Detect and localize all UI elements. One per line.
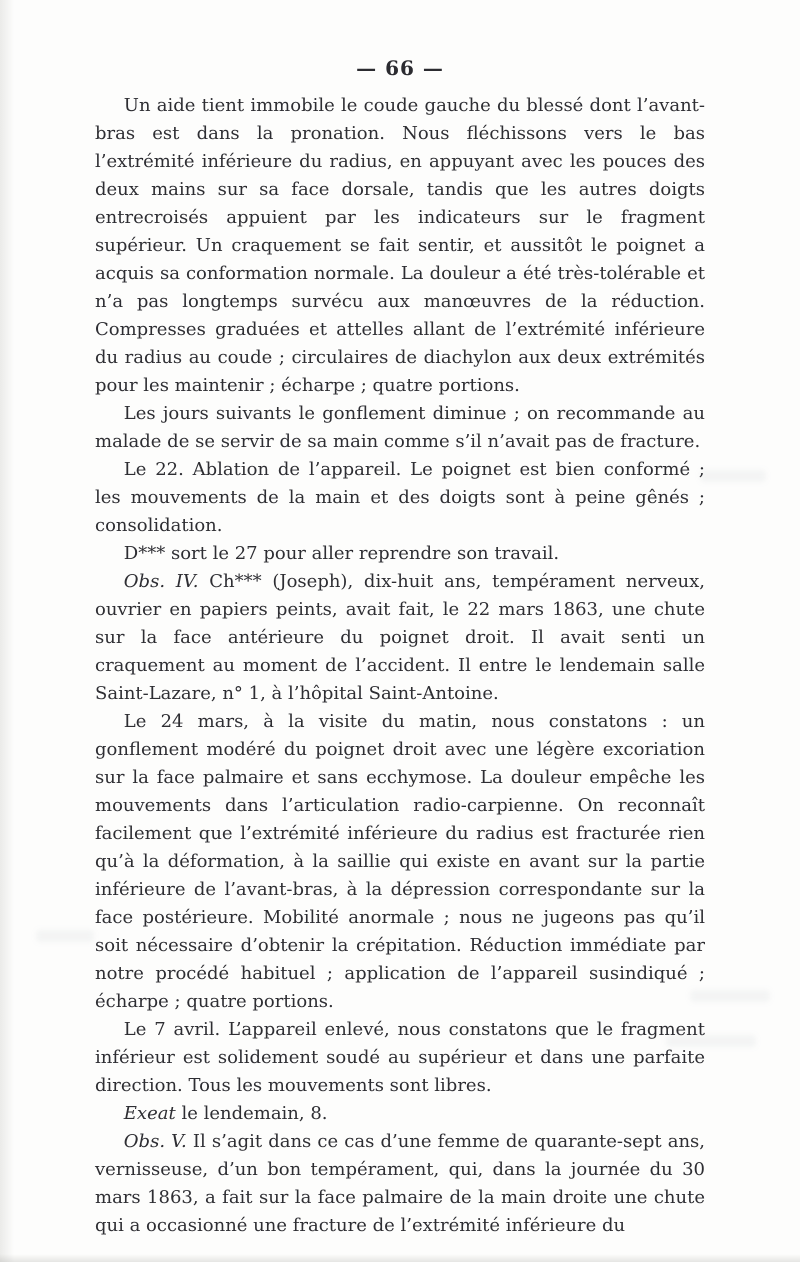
paragraph-9-lead: Obs. V. — [123, 1131, 187, 1152]
paragraph-9-obs-v — [95, 1128, 705, 1240]
paragraph-3-text: Le 22. Ablation de l’appareil. Le poignet est bien conformé ; les mouvements de la main et des doigts sont à peine gênés ; consolidation. — [95, 459, 705, 536]
paragraph-7 — [95, 1016, 705, 1100]
scan-artifact — [36, 930, 94, 942]
paragraph-4-text: D*** sort le 27 pour aller reprendre son travail. — [123, 543, 560, 564]
paragraph-6-text: Le 24 mars, à la visite du matin, nous constatons : un gonflement modéré du poignet droit avec une légère excoriation sur la face palmaire et sans ecchymose. La douleur empêche les mouvements dans l’articulation radio-carpienne. On reconnaît facilement que l’extrémité inférieure du radius est fracturée rien qu’à la déformation, à la saillie qui existe en avant sur la partie inférieure de l’avant-bras, à la dépression correspondante sur la face postérieure. Mobilité anormale ; nous ne jugeons pas qu’il soit nécessaire d’obtenir la crépitation. Réduction immédiate par notre procédé habituel ; application de l’appareil susindiqué ; écharpe ; quatre portions. — [95, 711, 705, 1012]
paragraph-2-text: Les jours suivants le gonflement diminue ; on recommande au malade de se servir de sa main comme s’il n’avait pas de fracture. — [95, 403, 705, 452]
paragraph-1 — [95, 92, 705, 400]
paragraph-5-obs-iv — [95, 568, 705, 708]
paragraph-7-text: Le 7 avril. L’appareil enlevé, nous constatons que le fragment inférieur est solidement soudé au supérieur et dans une parfaite direction. Tous les mouvements sont libres. — [95, 1019, 705, 1096]
paragraph-1-text: Un aide tient immobile le coude gauche du blessé dont l’avant-bras est dans la pronation. Nous fléchissons vers le bas l’extrémité inférieure du radius, en appuyant avec les pouces des deux mains sur sa face dorsale, tandis que les autres doigts entrecroisés appuient par les indicateurs sur le fragment supérieur. Un craquement se fait sentir, et aussitôt le poignet a acquis sa conformation normale. La douleur a été très-tolérable et n’a pas longtemps survécu aux manœuvres de la réduction. Compresses graduées et attelles allant de l’extrémité inférieure du radius au coude ; circulaires de diachylon aux deux extrémités pour les maintenir ; écharpe ; quatre portions. — [95, 95, 705, 396]
paragraph-4 — [95, 540, 705, 568]
page-number: — 66 — — [356, 56, 444, 80]
paragraph-8-text: le lendemain, 8. — [175, 1103, 328, 1124]
paragraph-2 — [95, 400, 705, 456]
paragraph-9-text: Il s’agit dans ce cas d’une femme de quarante-sept ans, vernisseuse, d’un bon tempérament, qui, dans la journée du 30 mars 1863, a fait sur la face palmaire de la main droite une chute qui a occasionné une fracture de l’extrémité inférieure du — [95, 1131, 705, 1236]
paragraph-3 — [95, 456, 705, 540]
text-block — [95, 92, 705, 1240]
paragraph-6 — [95, 708, 705, 1016]
paragraph-8-exeat — [95, 1100, 705, 1128]
paragraph-8-lead: Exeat — [123, 1103, 176, 1124]
scan-artifact — [700, 470, 766, 482]
paragraph-5-lead: Obs. IV. — [123, 571, 199, 592]
paragraph-5-text: Ch*** (Joseph), dix-huit ans, tempérament nerveux, ouvrier en papiers peints, avait fait, le 22 mars 1863, une chute sur la face antérieure du poignet droit. Il avait senti un craquement au moment de l’accident. Il entre le lendemain salle Saint-Lazare, n° 1, à l’hôpital Saint-Antoine. — [95, 571, 705, 704]
